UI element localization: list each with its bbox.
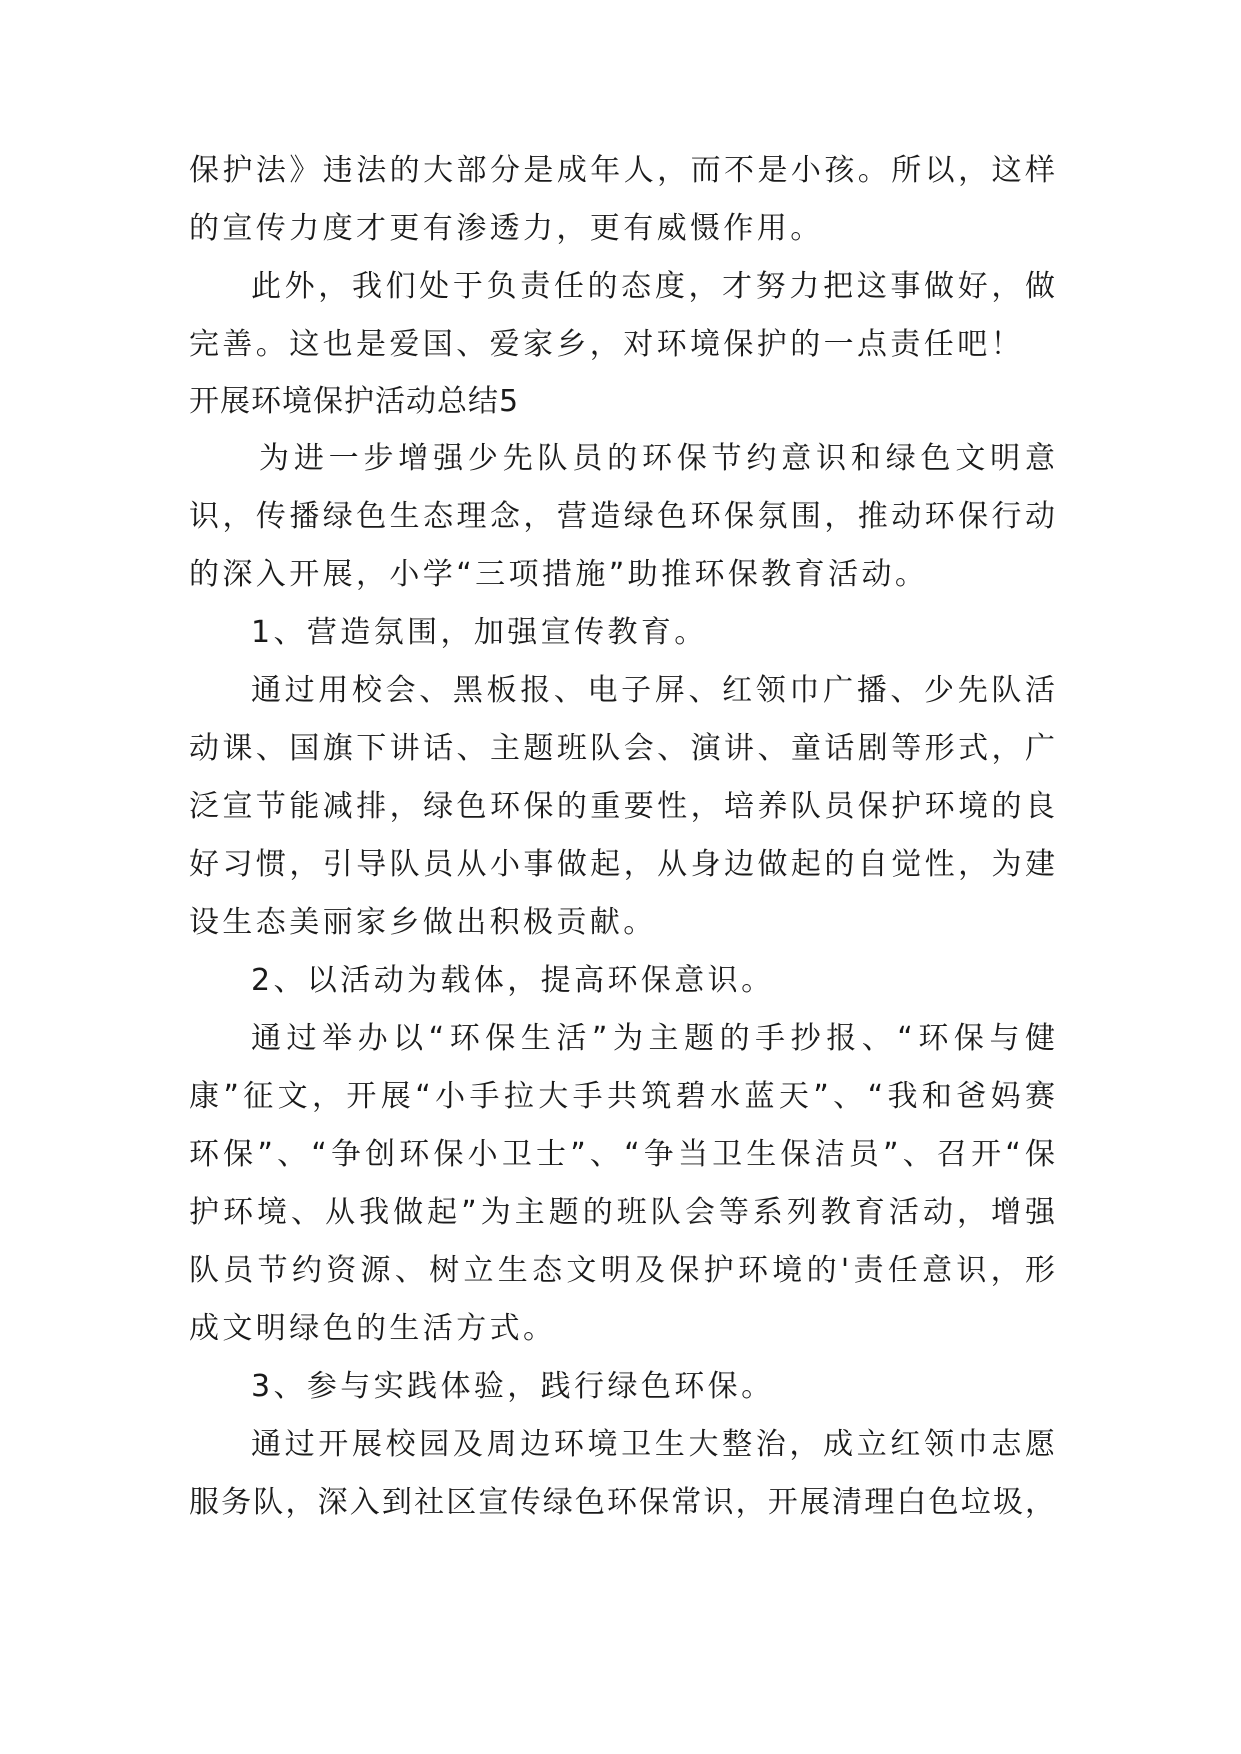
text-line: 护环境、从我做起”为主题的班队会等系列教育活动，增强: [189, 1195, 1055, 1230]
numbered-subheading: 2、以活动为载体，提高环保意识。: [251, 963, 775, 998]
paragraph-start-line: 此外，我们处于负责任的态度，才努力把这事做好，做: [251, 269, 1055, 304]
numbered-subheading: 3、参与实践体验，践行绿色环保。: [251, 1369, 775, 1404]
numbered-subheading: 1、营造氛围，加强宣传教育。: [251, 615, 708, 650]
text-line: 泛宣节能减排，绿色环保的重要性，培养队员保护环境的良: [189, 789, 1055, 824]
text-line: 识，传播绿色生态理念，营造绿色环保氛围，推动环保行动: [189, 499, 1055, 534]
text-line: 好习惯，引导队员从小事做起，从身边做起的自觉性，为建: [189, 847, 1055, 882]
paragraph-start-line: 为进一步增强少先队员的环保节约意识和绿色文明意: [259, 441, 1055, 476]
text-line: 康”征文，开展“小手拉大手共筑碧水蓝天”、“我和爸妈赛: [189, 1079, 1055, 1114]
paragraph-start-line: 通过开展校园及周边环境卫生大整治，成立红领巾志愿: [251, 1427, 1055, 1462]
text-line: 服务队，深入到社区宣传绿色环保常识，开展清理白色垃圾，: [189, 1485, 1055, 1520]
section-heading: 开展环境保护活动总结5: [189, 384, 520, 419]
text-line: 环保”、“争创环保小卫士”、“争当卫生保洁员”、召开“保: [189, 1137, 1055, 1172]
text-line: 的宣传力度才更有渗透力，更有威慑作用。: [189, 211, 824, 246]
text-line: 队员节约资源、树立生态文明及保护环境的'责任意识，形: [189, 1253, 1055, 1288]
paragraph-start-line: 通过用校会、黑板报、电子屏、红领巾广播、少先队活: [251, 673, 1055, 708]
text-line: 保护法》违法的大部分是成年人，而不是小孩。所以，这样: [189, 153, 1055, 188]
text-line: 完善。这也是爱国、爱家乡，对环境保护的一点责任吧！: [189, 327, 1024, 362]
text-line: 的深入开展，小学“三项措施”助推环保教育活动。: [189, 557, 929, 592]
text-line: 设生态美丽家乡做出积极贡献。: [189, 905, 657, 940]
text-line: 动课、国旗下讲话、主题班队会、演讲、童话剧等形式，广: [189, 731, 1055, 766]
paragraph-start-line: 通过举办以“环保生活”为主题的手抄报、“环保与健: [251, 1021, 1055, 1056]
document-page: [189, 142, 1055, 1532]
text-line: 成文明绿色的生活方式。: [189, 1311, 557, 1346]
